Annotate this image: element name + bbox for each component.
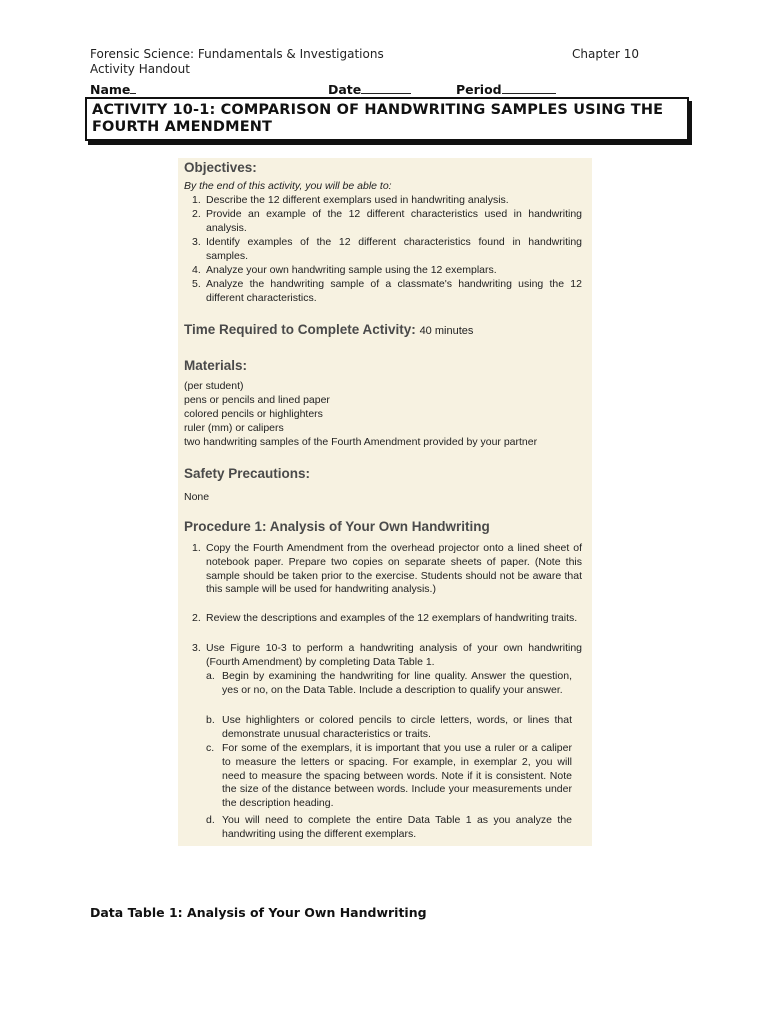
procedure-heading: Procedure 1: Analysis of Your Own Handwriting (184, 519, 490, 534)
material-item: ruler (mm) or calipers (184, 422, 284, 434)
period-field[interactable] (456, 81, 556, 97)
activity-title: ACTIVITY 10-1: COMPARISON OF HANDWRITING SAMPLES USING THE FOURTH AMENDMENT (92, 102, 664, 135)
safety-text: None (184, 491, 210, 503)
objectives-intro: By the end of this activity, you will be able to: (184, 180, 392, 192)
date-label: Date (328, 82, 362, 97)
material-item: two handwriting samples of the Fourth Amendment provided by your partner (184, 436, 538, 448)
textbook-excerpt: Objectives: By the end of this activity, you will be able to: 1. Describe the 12 different exemplars used in handwriting analysis. 2. Provide an example of the 12 different characteristics used in handwriting analysis. 3. Identify examples of the 12 different characteristics found in handwriting samples. 4. Analyze your own handwriting sample using the 12 exemplars. 5. Analyze the handwriting sample of a classmate's handwriting using the 12 different characteristics. Time Required to Complete Activity: 40 minutes Materials: (per student) pens or pencils and lined paper colored pencils or highlighters ruler (mm) or calipers two handwriting samples of the Fourth Amendment provided by your partner Safety Precautions: None Procedure 1: Analysis of Your Own Handwriting 1. Copy the Fourth Amendment from the overhead projector onto a lined sheet of notebook paper. Prepare two copies on separate sheets of paper. (Note this sample should be taken prior to the exercise. Students should not be aware that this sample will be used for handwriting analysis.) 2. Review the descriptions and examples of the 12 exemplars of handwriting traits. 3. Use Figure 10-3 to perform a handwriting analysis of your own handwriting (Fourth Amendment) by completing Data Table 1. a. Begin by examining the handwriting for line quality. Answer the question, yes or no, on the Data Table. Include a description to qualify your answer. b. Use highlighters or colored pencils to circle letters, words, or lines that demonstrate unusual characteristics or traits. c. For some of the exemplars, it is important that you use a ruler or a caliper to measure the letters or spacing. For example, in exemplar 2, you will need to measure the spacing between words. Note if it is consistent. Note the size of the distance between words. Include your measurements under the description heading. d. You will need to complete the entire Data Table 1 as you analyze the handwriting using the different exemplars. (178, 158, 592, 846)
material-item: colored pencils or highlighters (184, 408, 323, 420)
objectives-heading: Objectives: (184, 160, 257, 175)
time-value: 40 minutes (419, 325, 474, 337)
materials-heading: Materials: (184, 358, 248, 373)
handout-label: Activity Handout (90, 62, 190, 76)
safety-heading: Safety Precautions: (184, 466, 311, 481)
material-item: pens or pencils and lined paper (184, 394, 330, 406)
chapter-label: Chapter 10 (572, 47, 640, 61)
time-label: Time Required to Complete Activity: (184, 322, 416, 337)
name-field[interactable] (90, 81, 136, 97)
date-field[interactable] (328, 81, 411, 97)
time-required (184, 322, 473, 337)
activity-title-box (85, 97, 689, 141)
material-item: (per student) (184, 380, 244, 392)
course-title: Forensic Science: Fundamentals & Investigations (90, 47, 384, 61)
student-info-row (90, 81, 690, 97)
data-table-title: Data Table 1: Analysis of Your Own Handwriting (90, 905, 427, 920)
name-label: Name (90, 82, 131, 97)
period-label: Period (456, 82, 502, 97)
